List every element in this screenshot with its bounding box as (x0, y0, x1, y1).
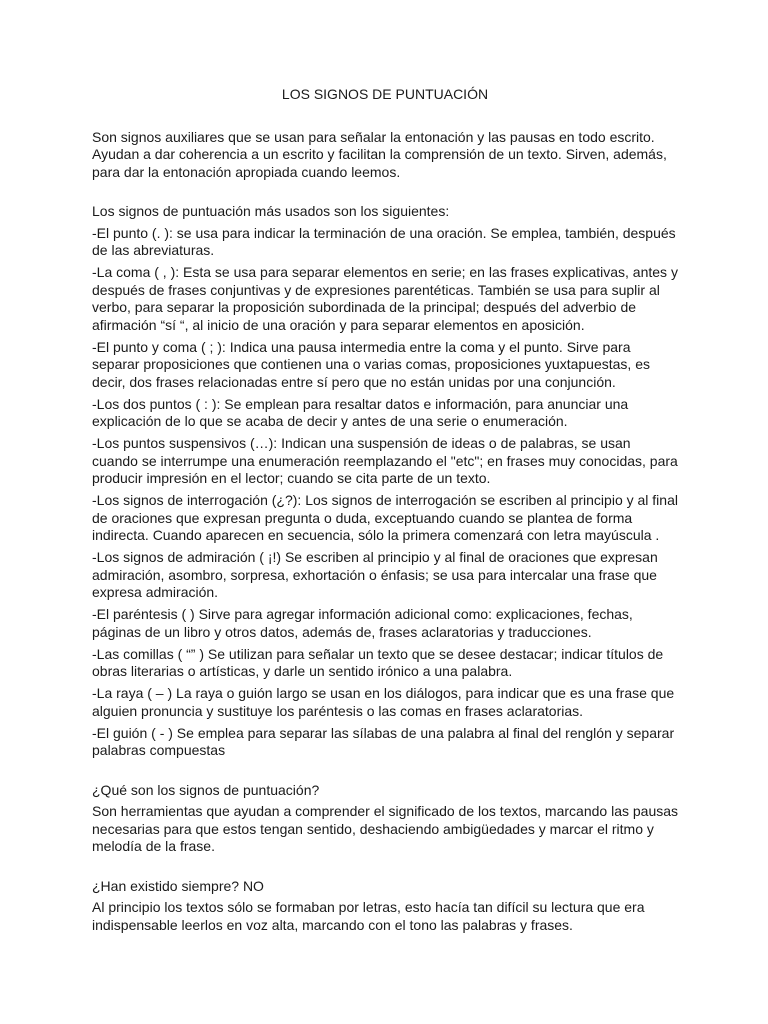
item-coma: -La coma ( , ): Esta se usa para separar elementos en serie; en las frases explicativas, antes y después de frases conjuntivas y de expresiones parentéticas. También se usa para suplir al verbo, para separar la proposición subordinada de la principal; después del adverbio de afirmación “sí “, al inicio de una oración y para separar elementos en aposición. (92, 264, 678, 333)
item-admiracion: -Los signos de admiración ( ¡!) Se escriben al principio y al final de oraciones que expresan admiración, asombro, sorpresa, exhortación o énfasis; se usa para intercalar una frase que expresa admiración. (92, 549, 658, 600)
answer-2: Al principio los textos sólo se formaban por letras, esto hacía tan difícil su lectura que era indispensable leerlos en voz alta, marcando con el tono las palabras y frases. (92, 899, 645, 933)
item-parentesis: -El paréntesis ( ) Sirve para agregar información adicional como: explicaciones, fechas, páginas de un libro y otros datos, además de, frases aclaratorias y traducciones. (92, 606, 633, 640)
item-guion: -El guión ( - ) Se emplea para separar las sílabas de una palabra al final del renglón y separar palabras compuestas (92, 724, 675, 758)
item-punto-y-coma: -El punto y coma ( ; ): Indica una pausa intermedia entre la coma y el punto. Sirve para separar proposiciones que contienen una o varias comas, proposiciones yuxtapuestas, es decir, dos frases relacionadas entre sí pero que no están unidas por una conjunción. (92, 338, 650, 390)
answer-1: Son herramientas que ayudan a comprender el significado de los textos, marcando las pausas necesarias para que estos tengan sentido, deshaciendo ambigüedades y marcar el ritmo y melodía de la frase. (92, 803, 679, 854)
item-raya: -La raya ( – ) La raya o guión largo se usan en los diálogos, para indicar que es una frase que alguien pronuncia y sustituye los paréntesis o las comas en frases aclaratorias. (92, 685, 675, 719)
intro-paragraph: Son signos auxiliares que se usan para señalar la entonación y las pausas en todo escrito. Ayudan a dar coherencia a un escrito y facilitan la comprensión de un texto. Sirven, además, para dar la entonación apropiada cuando leemos. (92, 128, 667, 180)
item-interrogacion: -Los signos de interrogación (¿?): Los signos de interrogación se escriben al principio y al final de oraciones que expresan pregunta o duda, exceptuando cuando se plantea de forma indirecta. Cuando aparecen en secuencia, sólo la primera comenzará con letra mayúscula . (92, 492, 678, 543)
item-dos-puntos: -Los dos puntos ( : ): Se emplean para resaltar datos e información, para anunciar una explicación de lo que se acaba de decir y antes de una serie o enumeración. (92, 395, 629, 429)
item-punto: -El punto (. ): se usa para indicar la terminación de una oración. Se emplea, también, después de las abreviaturas. (92, 224, 676, 258)
question-1: ¿Qué son los signos de puntuación? (92, 781, 320, 798)
list-intro: Los signos de puntuación más usados son los siguientes: (92, 203, 450, 219)
question-2: ¿Han existido siempre? NO (92, 877, 264, 894)
item-puntos-suspensivos: -Los puntos suspensivos (…): Indican una suspensión de ideas o de palabras, se usan cuando se interrumpe una enumeración reemplazando el "etc"; en frases muy conocidas, para producir impresión en el lector; cuando se cita parte de un texto. (92, 435, 678, 486)
document-title: LOS SIGNOS DE PUNTUACIÓN (281, 86, 489, 102)
item-comillas: -Las comillas ( “” ) Se utilizan para señalar un texto que se desee destacar; indicar títulos de obras literarias o artísticas, y darle un sentido irónico a una palabra. (92, 645, 664, 679)
